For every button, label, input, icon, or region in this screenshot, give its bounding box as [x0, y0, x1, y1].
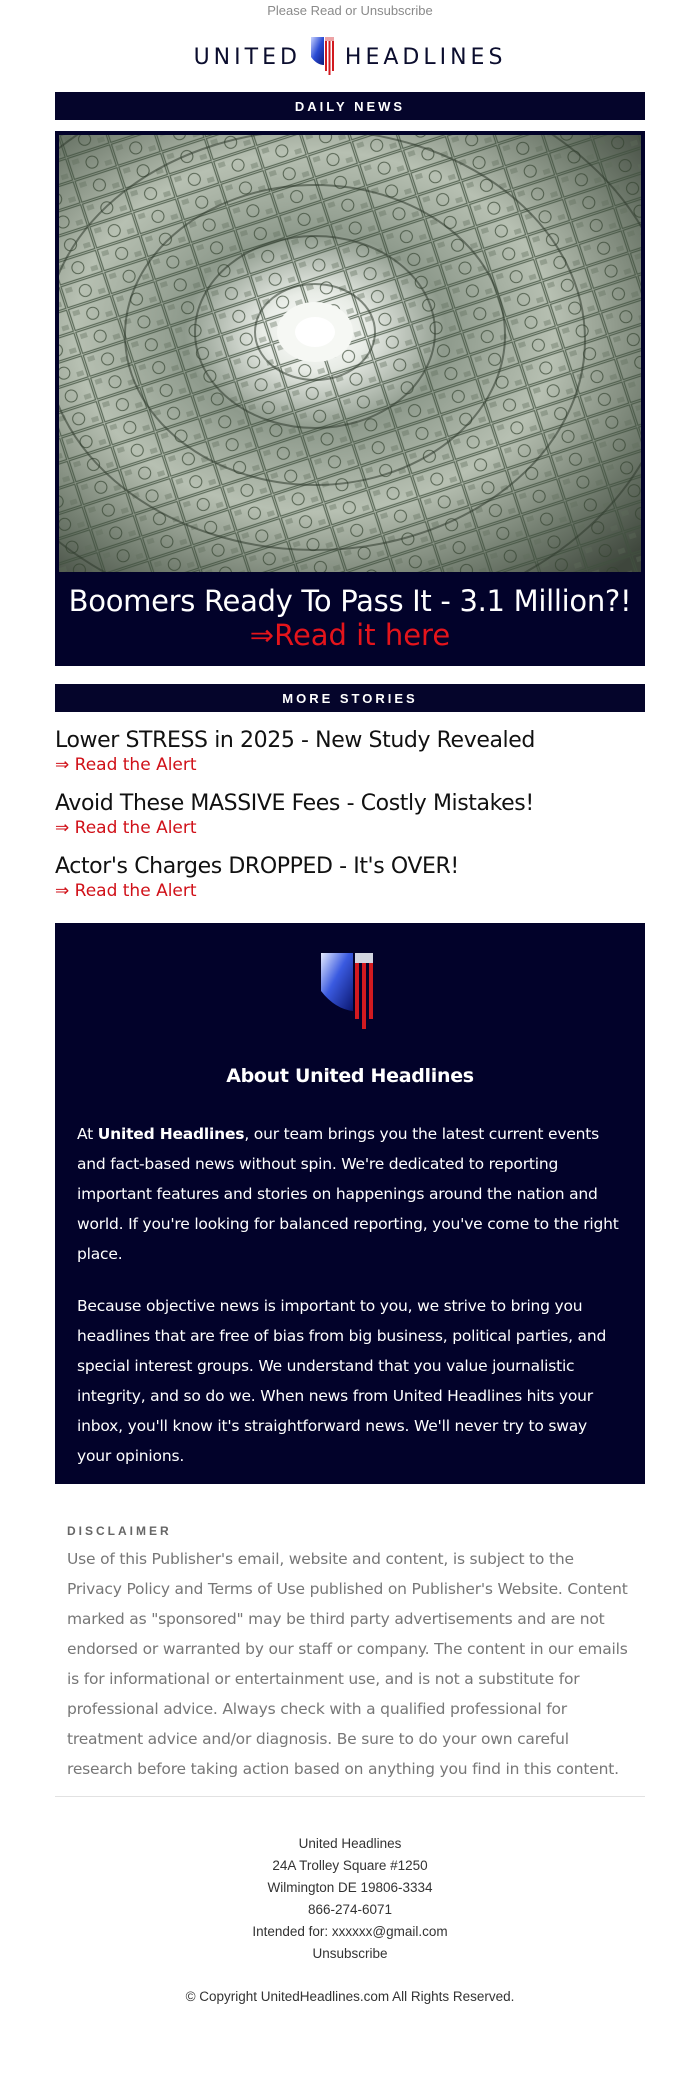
daily-news-bar: DAILY NEWS: [55, 92, 645, 120]
footer-phone: 866-274-6071: [307, 1902, 393, 1917]
shield-logo-icon: [319, 951, 381, 1033]
about-p1-prefix: At: [77, 1125, 98, 1143]
shield-logo-icon: [310, 35, 336, 79]
read-alert-link[interactable]: ⇒ Read the Alert: [55, 755, 197, 775]
hero-read-link[interactable]: ⇒Read it here: [249, 618, 451, 652]
read-alert-link[interactable]: ⇒ Read the Alert: [55, 881, 197, 901]
footer: [55, 1833, 645, 1965]
read-alert-link[interactable]: ⇒ Read the Alert: [55, 818, 197, 838]
brand-name-right: HEADLINES: [344, 44, 507, 70]
about-p1-rest: , our team brings you the latest current events and fact-based news without spin. We're dedicated to reporting important features and stories on happenings around the nation and world. If you're looking for balanced reporting, you've come to the right place.: [77, 1125, 619, 1263]
about-brand-name: United Headlines: [97, 1125, 245, 1143]
story-title[interactable]: Actor's Charges DROPPED - It's OVER!: [55, 854, 459, 879]
footer-address-line-2: Wilmington DE 19806-3334: [267, 1880, 433, 1895]
story-title[interactable]: Lower STRESS in 2025 - New Study Revealed: [55, 728, 535, 753]
about-title: About United Headlines: [226, 1065, 474, 1087]
footer-company: United Headlines: [298, 1836, 402, 1851]
about-paragraph-2: Because objective news is important to you, we strive to bring you headlines that are free of bias from big business, political parties, and special interest groups. We understand that you value journalistic integrity, and so do we. When news from United Headlines hits your inbox, you'll know it's straightforward news. We'll never try to sway your opinions.: [77, 1297, 607, 1465]
about-paragraph-1: [77, 1119, 623, 1269]
brand-name-left: UNITED: [193, 44, 301, 70]
story-item: [55, 854, 645, 901]
hero-card[interactable]: [55, 131, 645, 666]
brand-logo[interactable]: [0, 22, 700, 92]
disclaimer-heading: DISCLAIMER: [67, 1524, 172, 1538]
more-stories-bar: MORE STORIES: [55, 684, 645, 712]
hero-headline[interactable]: Boomers Ready To Pass It - 3.1 Million?!: [68, 584, 632, 618]
disclaimer-body: Use of this Publisher's email, website and content, is subject to the Privacy Policy and Terms of Use published on Publisher's Website. Content marked as "sponsored" may be third party advertisements and are not endorsed or warranted by our staff or company. The content in our emails is for informational or entertainment use, and is not a substitute for professional advice. Always check with a qualified professional for treatment advice and/or diagnosis. Be sure to do your own careful research before taking action based on anything you find in this content.: [67, 1550, 628, 1778]
copyright: © Copyright UnitedHeadlines.com All Rights Reserved.: [185, 1989, 515, 2004]
divider: [55, 1796, 645, 1797]
read-or-unsubscribe-link[interactable]: Please Read or Unsubscribe: [267, 3, 433, 18]
disclaimer-section: [55, 1484, 645, 1784]
story-title[interactable]: Avoid These MASSIVE Fees - Costly Mistakes!: [55, 791, 534, 816]
money-tunnel-image[interactable]: [59, 135, 641, 572]
unsubscribe-link[interactable]: Unsubscribe: [312, 1946, 388, 1961]
footer-intended-for: Intended for: xxxxxx@gmail.com: [252, 1924, 448, 1939]
story-item: [55, 791, 645, 838]
footer-address-line-1: 24A Trolley Square #1250: [272, 1858, 428, 1873]
about-section: [55, 923, 645, 1484]
story-item: [55, 728, 645, 775]
